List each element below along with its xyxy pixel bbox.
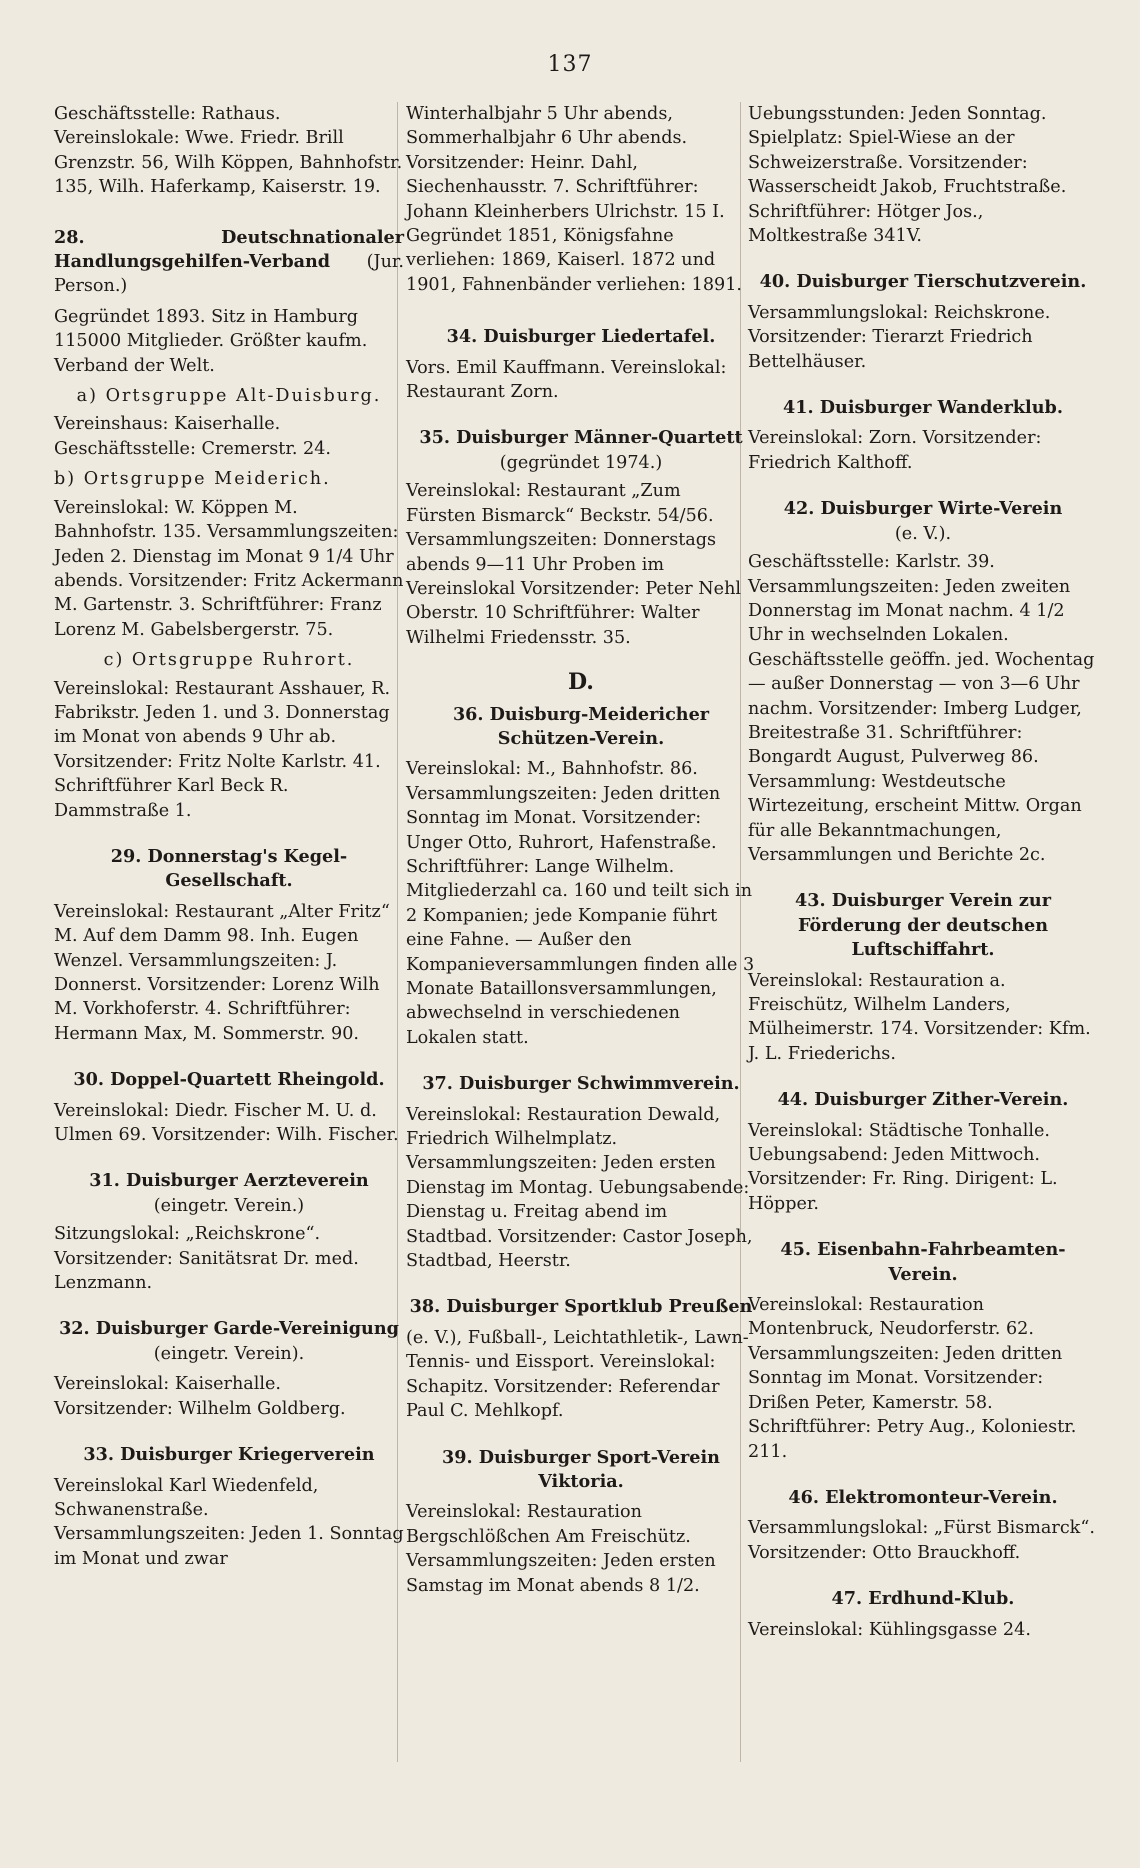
entry-heading: 36. Duisburg-Meidericher Schützen-Verein. (452, 703, 710, 749)
entry-heading: 44. Duisburger Zither-Verein. (777, 1089, 1069, 1111)
entry-heading: 29. Donnerstag's Kegel-Gesellschaft. (110, 845, 348, 892)
paragraph: Geschäftsstelle: Rathaus. Vereinslokale: Wwe. Friedr. Brill Grenzstr. 56, Wilh Köppen, Bahnhofstr. 135, Wilh. Haferkamp, Kaiserstr. 19. (54, 104, 403, 198)
subgroup-heading: b) Ortsgruppe Meiderich. (54, 469, 331, 490)
paragraph: Vereinslokal: Kaiserhalle. Vorsitzender: Wilhelm Goldberg. (54, 1374, 346, 1419)
entry-heading: 37. Duisburger Schwimmverein. (422, 1073, 740, 1095)
paragraph: Winterhalbjahr 5 Uhr abends, Sommerhalbjahr 6 Uhr abends. Vorsitzender: Heinr. Dahl, Siechenhausstr. 7. Schriftführer: Johann Kleinherbers Ulrichstr. 15 I. Gegründet 1851, Königsfahne verliehen: 1869, Kaiserl. 1872 und 1901, Fahnenbänder verliehen: 1891. (406, 104, 743, 295)
entry-heading: 45. Eisenbahn-Fahrbeamten-Verein. (780, 1239, 1066, 1285)
paragraph: (e. V.), Fußball-, Leichtathletik-, Lawn-Tennis- und Eissport. Vereinslokal: Schapitz. Vorsitzender: Referendar Paul C. Mehlkopf. (406, 1327, 749, 1422)
paragraph: Vereinshaus: Kaiserhalle. Geschäftsstelle: Cremerstr. 24. (54, 414, 332, 459)
entry-heading: 47. Erdhund-Klub. (831, 1588, 1015, 1610)
entry-heading: 38. Duisburger Sportklub Preußen (409, 1296, 753, 1318)
paragraph: Vereinslokal: Kühlingsgasse 24. (748, 1619, 1031, 1640)
paragraph: Vereinslokal: Restauration a. Freischütz, Wilhelm Landers, Mülheimerstr. 174. Vorsitzender: Kfm. J. L. Friederichs. (748, 970, 1091, 1064)
paragraph: Vereinslokal: Restauration Bergschlößchen Am Freischütz. Versammlungszeiten: Jeden ersten Samstag im Monat abends 8 1/2. (406, 1502, 716, 1596)
paragraph: Gegründet 1893. Sitz in Hamburg 115000 Mitglieder. Größter kaufm. Verband der Welt. (54, 306, 368, 376)
paragraph: Geschäftsstelle: Karlstr. 39. Versammlungszeiten: Jeden zweiten Donnerstag im Monat nachm. 4 1/2 Uhr in wechselnden Lokalen. Geschäftsstelle geöffn. jed. Wochentag — außer Donnerstag — von 3—6 Uhr nachm. Vorsitzender: Imberg Ludger, Breitestraße 31. Schriftführer: Bongardt August, Pulverweg 86. Versammlung: Westdeutsche Wirtezeitung, erscheint Mittw. Organ für alle Bekanntmachungen, Versammlungen und Berichte 2c. (748, 552, 1095, 865)
entry-heading: 46. Elektromonteur-Verein. (788, 1486, 1058, 1508)
paragraph: Uebungsstunden: Jeden Sonntag. Spielplatz: Spiel-Wiese an der Schweizerstraße. Vorsitzender: Wasserscheidt Jakob, Fruchtstraße. Schriftführer: Hötger Jos., Moltkestraße 341V. (748, 104, 1067, 247)
page-number: 137 (547, 52, 593, 77)
entry-heading: 41. Duisburger Wanderklub. (783, 397, 1063, 419)
entry-heading (54, 1317, 404, 1366)
paragraph: Vereinslokal: Restauration Montenbruck, Neudorferstr. 62. Versammlungszeiten: Jeden dritten Sonntag im Monat. Vorsitzender: Drißen Peter, Kamerstr. 58. Schriftführer: Petry Aug., Koloniestr. 211. (748, 1295, 1077, 1462)
column-right (748, 102, 1098, 1642)
entry-heading: 30. Doppel-Quartett Rheingold. (73, 1069, 385, 1091)
heading-tail: (Jur. Person.) (54, 252, 404, 297)
paragraph: Vereinslokal: Städtische Tonhalle. Uebungsabend: Jeden Mittwoch. Vorsitzender: Fr. Ring. Dirigent: L. Höpper. (748, 1120, 1058, 1214)
paragraph: Vereinslokal: Restauration Dewald, Friedrich Wilhelmplatz. Versammlungszeiten: Jeden ersten Dienstag im Montag. Uebungsabende: Dienstag u. Freitag abend im Stadtbad. Vorsitzender: Castor Joseph, Stadtbad, Heerstr. (406, 1104, 753, 1272)
heading-text: 32. Duisburger Garde-Vereinigung (59, 1318, 399, 1340)
paragraph: Vors. Emil Kauffmann. Vereinslokal: Restaurant Zorn. (406, 357, 727, 403)
entry-subheading: (e. V.). (894, 523, 952, 544)
heading-text: 28. Deutschnationaler Handlungsgehilfen-Verband (54, 226, 404, 273)
paragraph: Vereinslokal: M., Bahnhofstr. 86. Versammlungszeiten: Jeden dritten Sonntag im Monat. Vorsitzender: Unger Otto, Ruhrort, Hafenstraße. Schriftführer: Lange Wilhelm. Mitgliederzahl ca. 160 und teilt sich in 2 Kompanien; jede Kompanie führt eine Fahne. — Außer den Kompanieversammlungen finden alle 3 Monate Bataillonsversammlungen, abwechselnd in verschiedenen Lokalen statt. (406, 759, 755, 1048)
paragraph: Vereinslokal Karl Wiedenfeld, Schwanenstraße. Versammlungszeiten: Jeden 1. Sonntag im Monat und zwar (54, 1475, 404, 1569)
paragraph: Sitzungslokal: „Reichskrone“. Vorsitzender: Sanitätsrat Dr. med. Lenzmann. (54, 1224, 359, 1294)
entry-heading: 33. Duisburger Kriegerverein (83, 1444, 375, 1466)
paragraph: Versammlungslokal: Reichskrone. Vorsitzender: Tierarzt Friedrich Bettelhäuser. (748, 302, 1051, 372)
paragraph: Vereinslokal: Restaurant „Alter Fritz“ M. Auf dem Damm 98. Inh. Eugen Wenzel. Versammlungszeiten: J. Donnerst. Vorsitzender: Lorenz Wilh M. Vorkhoferstr. 4. Schriftführer: Hermann Max, M. Sommerstr. 90. (54, 901, 390, 1044)
paragraph: Vereinslokal: Diedr. Fischer M. U. d. Ulmen 69. Vorsitzender: Wilh. Fischer. (54, 1100, 399, 1146)
paragraph: Vereinslokal: Zorn. Vorsitzender: Friedrich Kalthoff. (748, 428, 1042, 473)
entry-heading: 40. Duisburger Tierschutzverein. (759, 271, 1087, 293)
entry-heading: 42. Duisburger Wirte-Verein (783, 498, 1063, 520)
subgroup-heading: a) Ortsgruppe Alt-Duisburg. (76, 386, 382, 407)
column-middle (406, 102, 756, 1598)
paragraph: Vereinslokal: Restaurant „Zum Fürsten Bismarck“ Beckstr. 54/56. Versammlungszeiten: Donnerstags abends 9—11 Uhr Proben im Vereinslokal Vorsitzender: Peter Nehl Oberstr. 10 Schriftführer: Walter Wilhelmi Friedensstr. 35. (406, 481, 742, 648)
section-letter: D. (568, 669, 594, 696)
entry-heading: 34. Duisburger Liedertafel. (446, 326, 716, 348)
entry-subheading: (eingetr. Verein.) (153, 1195, 305, 1216)
entry-heading: 39. Duisburger Sport-Verein Viktoria. (442, 1446, 720, 1492)
entry-heading: 31. Duisburger Aerzteverein (89, 1170, 369, 1192)
paragraph: Vereinslokal: W. Köppen M. Bahnhofstr. 135. Versammlungszeiten: Jeden 2. Dienstag im Monat 9 1/4 Uhr abends. Vorsitzender: Fritz Ackermann M. Gartenstr. 3. Schriftführer: Franz Lorenz M. Gabelsbergerstr. 75. (54, 497, 404, 640)
heading-tail: (eingetr. Verein). (153, 1343, 305, 1364)
entry-heading: 43. Duisburger Verein zur Förderung der deutschen Luftschiffahrt. (795, 890, 1051, 961)
paragraph: Vereinslokal: Restaurant Asshauer, R. Fabrikstr. Jeden 1. und 3. Donnerstag im Monat von abends 9 Uhr ab. Vorsitzender: Fritz Nolte Karlstr. 41. Schriftführer Karl Beck R. Dammstraße 1. (54, 678, 391, 821)
entry-subheading: (gegründet 1974.) (499, 452, 663, 473)
column-left (54, 102, 404, 1571)
entry-heading: 35. Duisburger Männer-Quartett (419, 427, 743, 449)
entry-heading (54, 226, 404, 299)
subgroup-heading: c) Ortsgruppe Ruhrort. (103, 650, 355, 671)
paragraph: Versammlungslokal: „Fürst Bismarck“. Vorsitzender: Otto Brauckhoff. (748, 1518, 1095, 1563)
